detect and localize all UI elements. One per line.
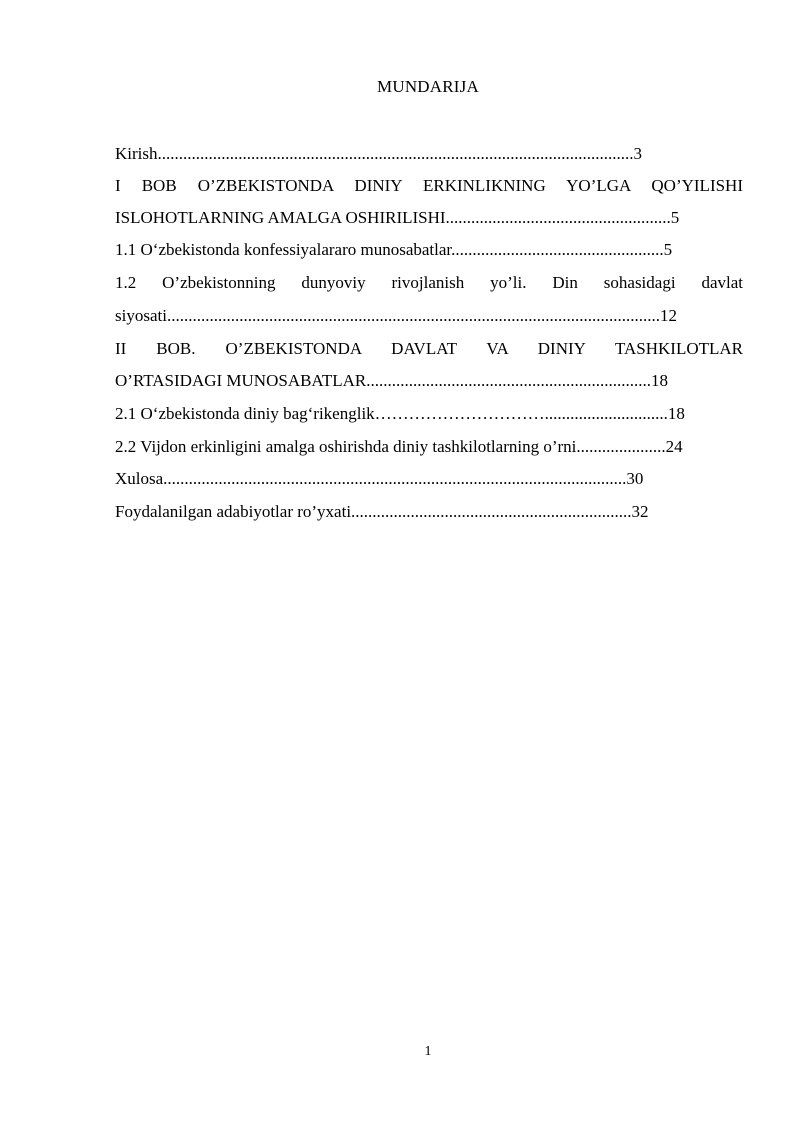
toc-entry-bob1-line2: ISLOHOTLARNING AMALGA OSHIRILISHI.....................................................5 [115,208,680,227]
toc-entry-xulosa: Xulosa.............................................................................................................30 [115,469,644,488]
page-title: MUNDARIJA [377,77,479,96]
toc-entry-kirish: Kirish................................................................................................................3 [115,144,642,163]
toc-entry-bob1-line1: I BOB O’ZBEKISTONDA DINIY ERKINLIKNING YO’LGA QO’YILISHI [115,176,743,195]
toc-entry-2-1: 2.1 O‘zbekistonda diniy bag‘rikenglik………………………….............................18 [115,404,685,423]
toc-entry-adabiyotlar: Foydalanilgan adabiyotlar ro’yxati..................................................................32 [115,502,649,521]
page-number: 1 [424,1044,432,1059]
toc-entry-bob2-line2: O’RTASIDAGI MUNOSABATLAR...................................................................18 [115,371,668,390]
toc-entry-1-2-line2: siyosati....................................................................................................................12 [115,306,677,325]
toc-entry-1-2-line1: 1.2 O’zbekistonning dunyoviy rivojlanish yo’li. Din sohasidagi davlat [115,273,743,292]
toc-entry-2-2: 2.2 Vijdon erkinligini amalga oshirishda diniy tashkilotlarning o’rni.....................24 [115,437,683,456]
toc-entry-bob2-line1: II BOB. O’ZBEKISTONDA DAVLAT VA DINIY TASHKILOTLAR [115,339,743,358]
toc-entry-1-1: 1.1 O‘zbekistonda konfessiyalararo munosabatlar..................................................5 [115,240,673,259]
